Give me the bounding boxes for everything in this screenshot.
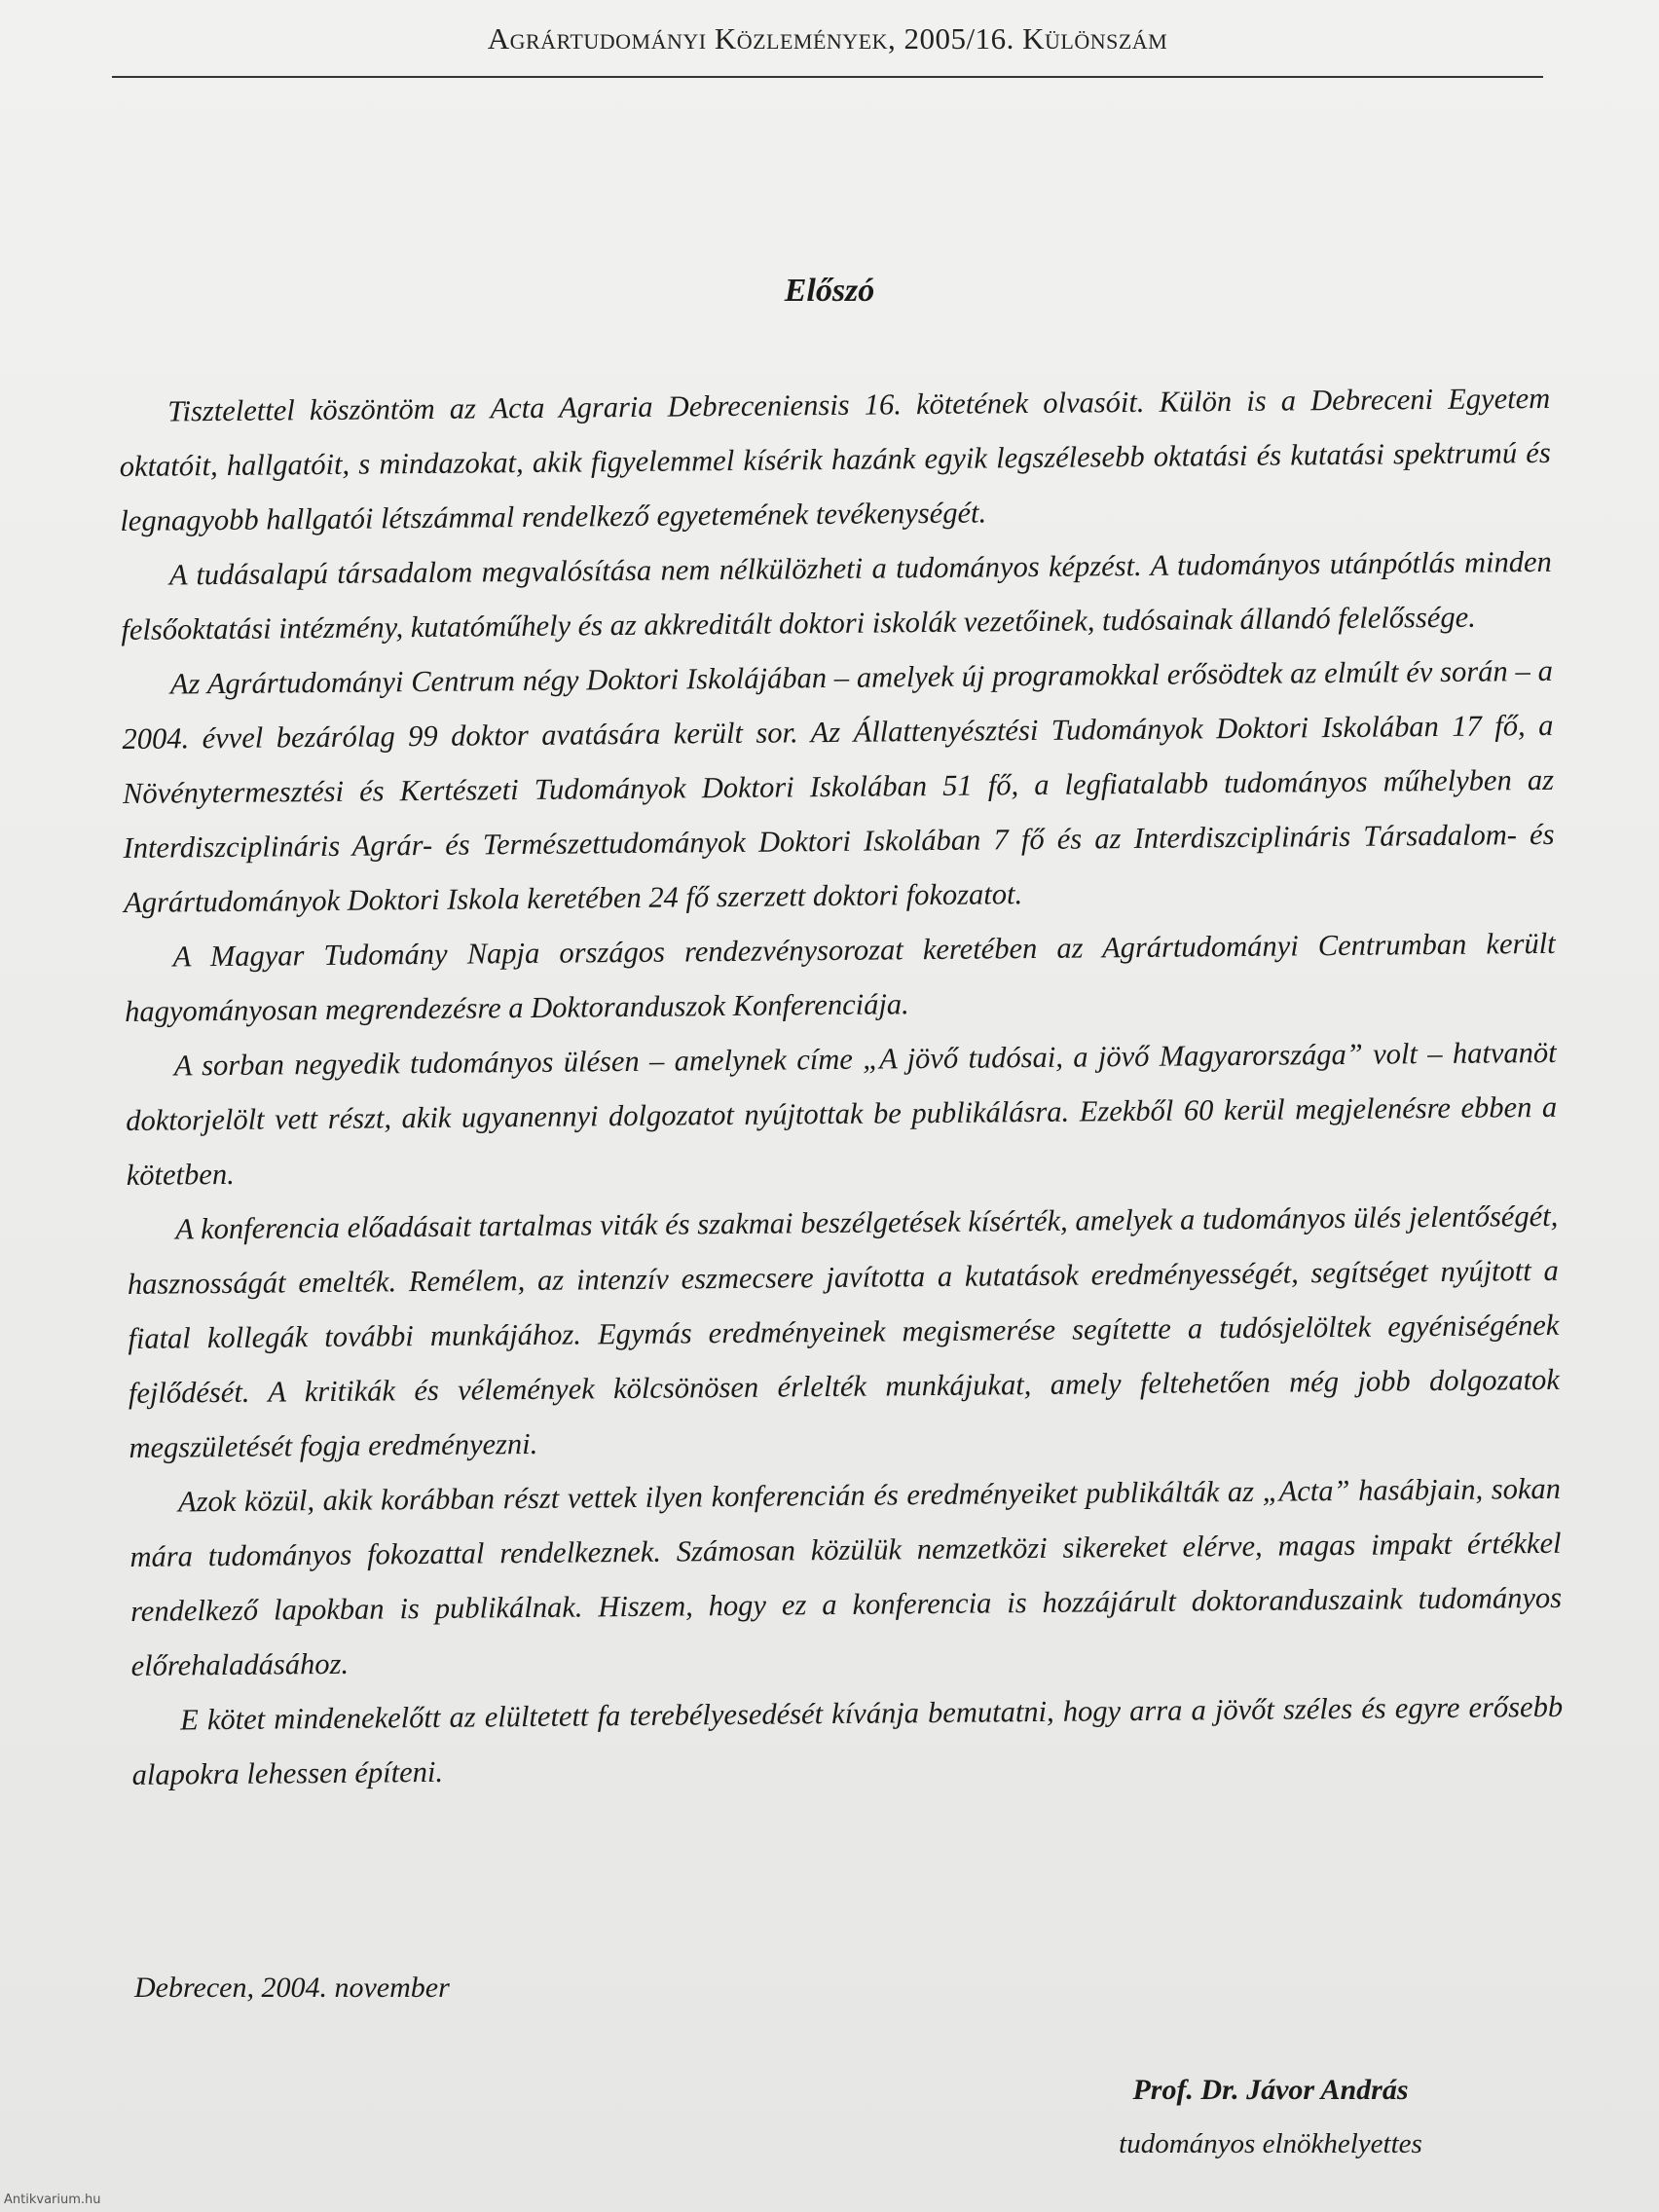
paragraph: Az Agrártudományi Centrum négy Doktori Iskolájában – amelyek új programokkal erősödtek az elmúlt év során – a 2004. évvel bezárólag 99 doktor avatására került sor. Az Állattenyésztési Tudományok Doktori Iskolában 17 fő, a Növénytermesztési és Kertészeti Tudományok Doktori Iskolában 51 fő, a legfiatalabb tudományos műhelyben az Interdiszciplináris Agrár- és Természettudományok Doktori Iskolában 7 fő és az Interdiszciplináris Társadalom- és Agrártudományok Doktori Iskola keretében 24 fő szerzett doktori fokozatot. [122,653,1555,919]
place-date: Debrecen, 2004. november [134,1972,450,2004]
paragraph: Tisztelettel köszöntöm az Acta Agraria Debreceniensis 16. kötetének olvasóit. Külön is a Debreceni Egyetem oktatóit, hallgatóit, s mindazokat, akik figyelemmel kísérik hazánk egyik legszélesebb oktatási és kutatási spektrumú és legnagyobb hallgatói létszámmal rendelkező egyetemének tevékenységét. [119,381,1551,537]
signatory-name: Prof. Dr. Jávor András [1132,2074,1409,2106]
paragraph: A sorban negyedik tudományos ülésen – amelynek címe „A jövő tudósai, a jövő Magyarországa” volt – hatvanöt doktorjelölt vett részt, akik ugyanennyi dolgozatot nyújtottak be publikálásra. Ezekből 60 kerül megjelenésre ebben a kötetben. [126,1035,1558,1192]
signatory-role: tudományos elnökhelyettes [1119,2128,1422,2159]
paragraph: A Magyar Tudomány Napja országos rendezvénysorozat keretében az Agrártudományi Centrumban került hagyományosan megrendezésre a Doktoranduszok Konferenciája. [125,926,1556,1028]
paragraph: A konferencia előadásait tartalmas viták és szakmai beszélgetések kísérték, amelyek a tudományos ülés jelentőségét, hasznosságát emelték. Remélem, az intenzív eszmecsere javította a kutatások eredményességét, segítséget nyújtott a fiatal kollegák további munkájához. Egymás eredményeinek megismerése segítette a tudósjelöltek egyéniségének fejlődését. A kritikák és vélemények kölcsönösen érlelték munkájukat, amely feltehetően még jobb dolgozatok megszületését fogja eredményezni. [127,1198,1561,1464]
paragraph: Azok közül, akik korábban részt vettek ilyen konferencián és eredményeiket publikálták az „Acta” hasábjain, sokan mára tudományos fokozattal rendelkeznek. Számosan közülük nemzetközi sikereket elérve, magas impakt értékkel rendelkező lapokban is publikálnak. Hiszem, hogy ez a konferencia is hozzájárult doktoranduszaink tudományos előrehaladásához. [129,1471,1563,1682]
header-rule [112,76,1543,78]
running-header: Agrártudományi Közlemények, 2005/16. Különszám [487,21,1168,55]
watermark: Antikvarium.hu [4,2193,101,2207]
paragraph: A tudásalapú társadalom megvalósítása nem nélkülözheti a tudományos képzést. A tudományos utánpótlás minden felsőoktatási intézmény, kutatóműhely és az akkreditált doktori iskolák vezetőinek, tudósainak állandó felelőssége. [121,544,1552,646]
paragraph: E kötet mindenekelőtt az elültetett fa terebélyesedését kívánja bemutatni, hogy arra a jövőt széles és egyre erősebb alapokra lehessen építeni. [131,1689,1564,1791]
page-title: Előszó [784,273,875,309]
signature-block [1061,2074,1480,2160]
body-text [119,371,1564,1802]
